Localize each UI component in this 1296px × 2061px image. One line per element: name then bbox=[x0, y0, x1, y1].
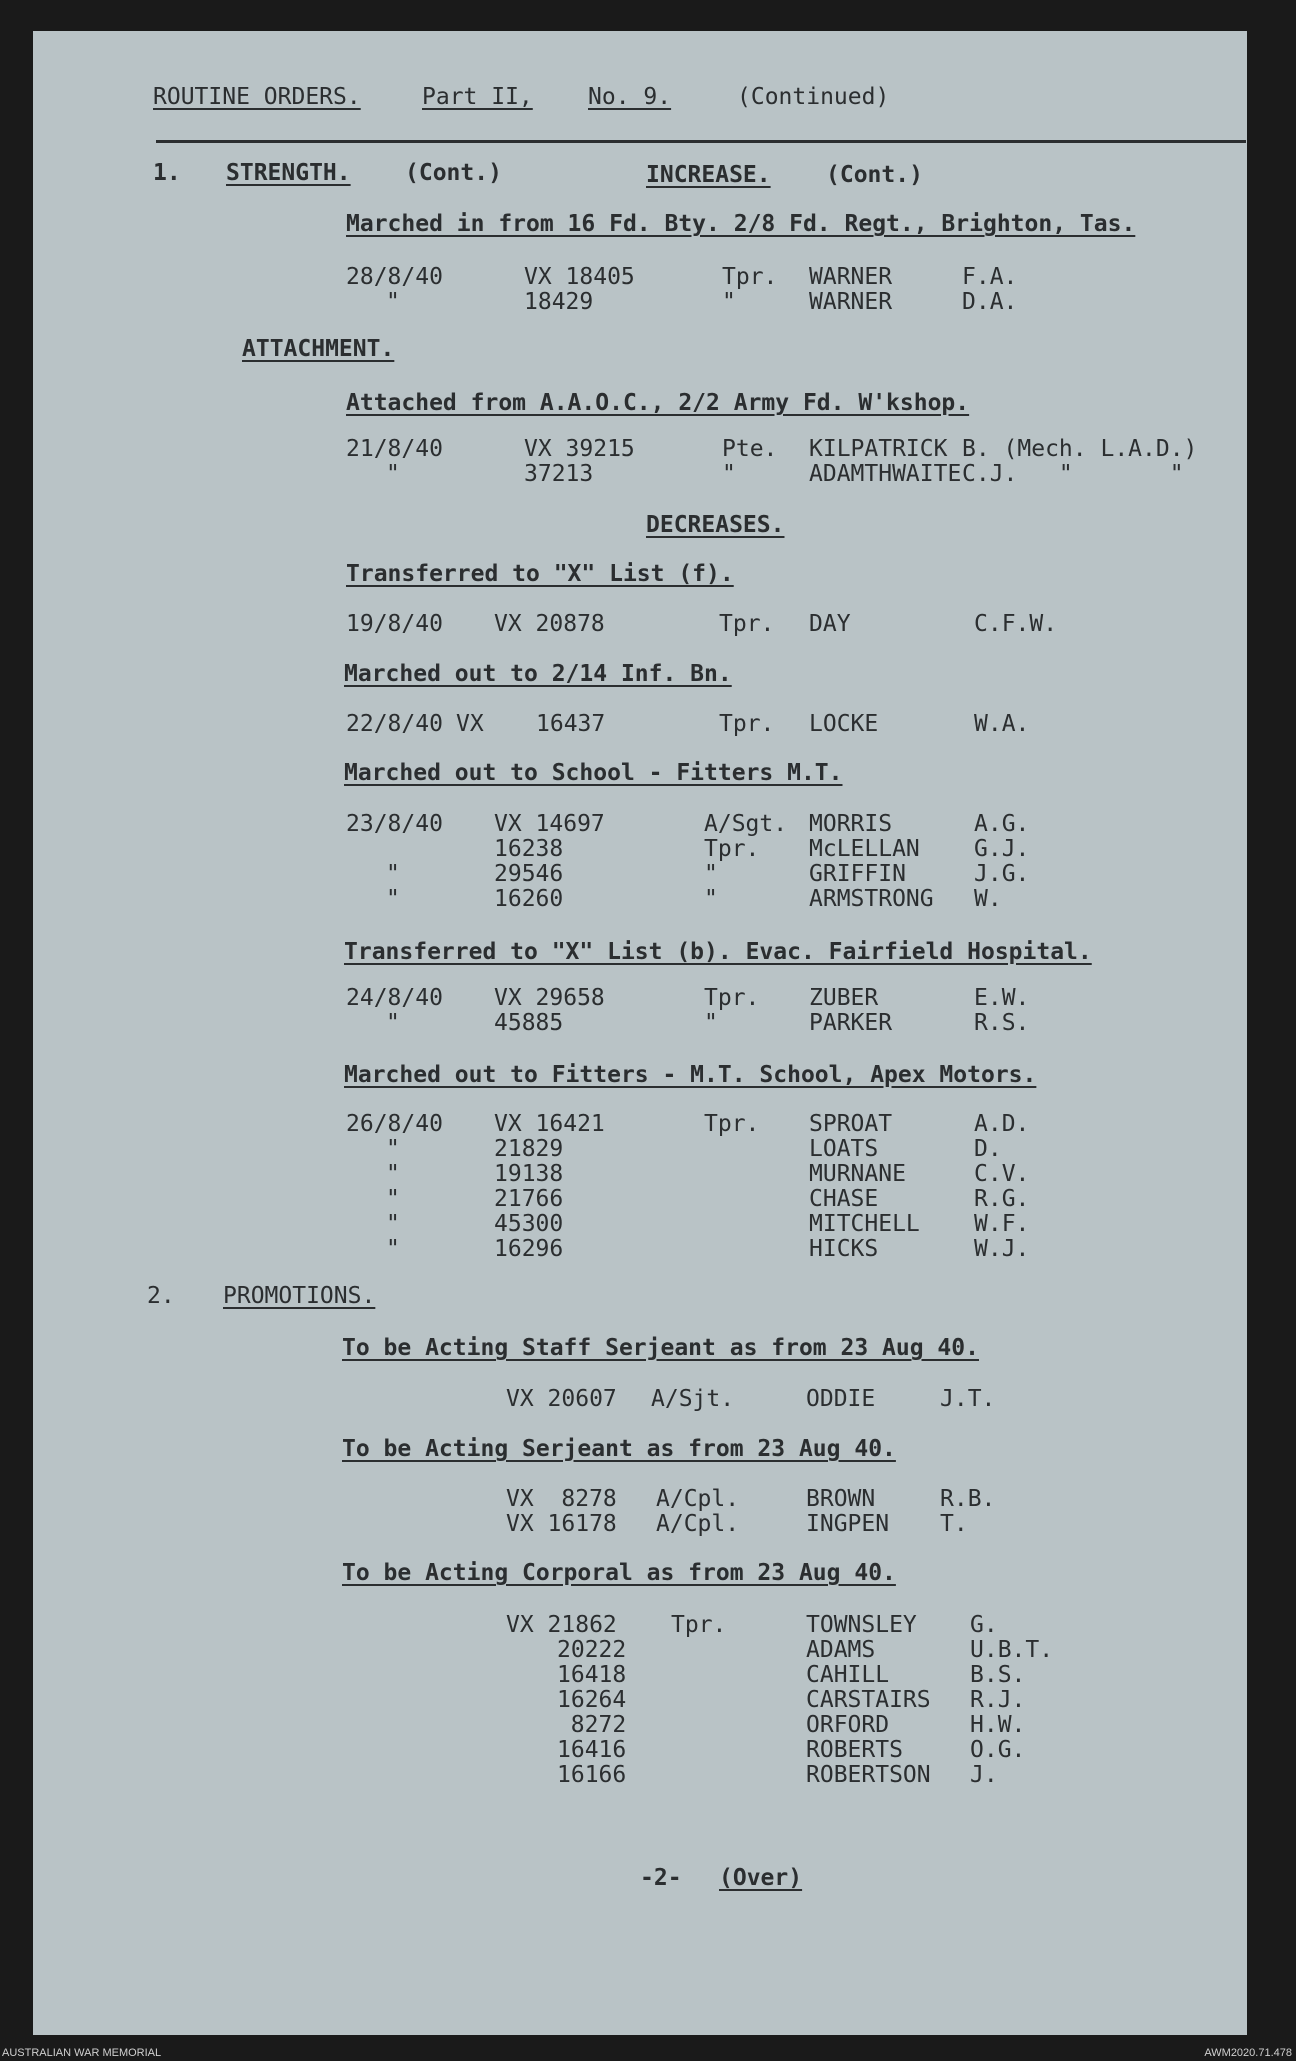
apex-row-cell: " bbox=[386, 1186, 400, 1212]
document-page bbox=[33, 31, 1247, 2035]
corporal-row-cell: 16166 bbox=[557, 1762, 627, 1788]
apex-row-cell: 16296 bbox=[494, 1236, 564, 1262]
apex-row-cell: 45300 bbox=[494, 1211, 564, 1237]
attached-row-cell: VX 39215 bbox=[524, 436, 635, 462]
marched-in-row-cell: Tpr. bbox=[722, 264, 778, 290]
serjeant-row-cell: INGPEN bbox=[806, 1511, 890, 1537]
apex-row-cell: VX 16421 bbox=[494, 1111, 605, 1137]
fitters-row-cell: 23/8/40 bbox=[346, 811, 443, 837]
attached-row-cell: Pte. bbox=[722, 436, 778, 462]
corporal-row-cell: ORFORD bbox=[806, 1712, 890, 1738]
attached-row-cell: C.J. " " bbox=[962, 461, 1184, 487]
fitters-row-cell: W. bbox=[974, 886, 1002, 912]
staff-serjeant-row-cell: A/Sjt. bbox=[651, 1386, 735, 1412]
apex-row-cell: W.F. bbox=[974, 1211, 1030, 1237]
attached-row-cell: 37213 bbox=[524, 461, 594, 487]
serjeant-row-cell: T. bbox=[940, 1511, 968, 1537]
fitters-row-cell: ARMSTRONG bbox=[809, 886, 934, 912]
fitters-row-cell: MORRIS bbox=[809, 811, 893, 837]
corporal-row-cell: 8272 bbox=[570, 1712, 627, 1738]
evac-row-cell: VX 29658 bbox=[494, 985, 605, 1011]
apex-row-cell: " bbox=[386, 1236, 400, 1262]
apex-row-cell: HICKS bbox=[809, 1236, 879, 1262]
attached-row-cell: " bbox=[722, 461, 736, 487]
fitters-row-cell: " bbox=[704, 886, 718, 912]
apex-row-cell: 21829 bbox=[494, 1136, 564, 1162]
corporal-row-cell: R.J. bbox=[970, 1687, 1026, 1713]
corporal-heading: To be Acting Corporal as from 23 Aug 40. bbox=[342, 1560, 896, 1586]
corporal-row-cell: 16264 bbox=[557, 1687, 627, 1713]
apex-row-cell: " bbox=[386, 1161, 400, 1187]
fitters-row-cell: 16260 bbox=[494, 886, 564, 912]
fitters-row-cell: J.G. bbox=[974, 861, 1030, 887]
marched-in-row-cell: 18429 bbox=[524, 289, 594, 315]
corporal-row-cell: H.W. bbox=[970, 1712, 1026, 1738]
corporal-row-cell: VX 21862 bbox=[506, 1612, 617, 1638]
fitters-row-cell: Tpr. bbox=[704, 836, 760, 862]
corporal-row-cell: J. bbox=[970, 1762, 998, 1788]
serjeant-row-cell: BROWN bbox=[806, 1486, 876, 1512]
fitters-row-cell: 16238 bbox=[494, 836, 564, 862]
transferred-row-cell: DAY bbox=[809, 611, 851, 637]
evac-row-cell: PARKER bbox=[809, 1010, 893, 1036]
fitters-row-cell: A.G. bbox=[974, 811, 1030, 837]
serjeant-row-cell: R.B. bbox=[940, 1486, 996, 1512]
corporal-row-cell: ROBERTSON bbox=[806, 1762, 931, 1788]
apex-row-cell: D. bbox=[974, 1136, 1002, 1162]
header-rule bbox=[156, 140, 1246, 143]
evac-row-cell: 45885 bbox=[494, 1010, 564, 1036]
corporal-row-cell: Tpr. bbox=[671, 1612, 727, 1638]
footer-archive-name: AUSTRALIAN WAR MEMORIAL bbox=[2, 2047, 162, 2059]
staff-serjeant-heading: To be Acting Staff Serjeant as from 23 Aug 40. bbox=[342, 1335, 979, 1361]
section-title-strength: STRENGTH. bbox=[226, 160, 351, 186]
corporal-row-cell: U.B.T. bbox=[970, 1637, 1054, 1663]
corporal-row-cell: G. bbox=[970, 1612, 998, 1638]
fitters-row-cell: " bbox=[704, 861, 718, 887]
staff-serjeant-row-cell: ODDIE bbox=[806, 1386, 876, 1412]
section-number: 1. bbox=[153, 160, 181, 186]
strength-cont: (Cont.) bbox=[405, 160, 502, 186]
apex-row-cell: W.J. bbox=[974, 1236, 1030, 1262]
marched-out-row-cell: VX bbox=[456, 711, 484, 737]
marched-in-row-cell: " bbox=[722, 289, 736, 315]
transferred-row-cell: 19/8/40 bbox=[346, 611, 443, 637]
marched-in-row-cell: D.A. bbox=[962, 289, 1018, 315]
serjeant-row-cell: VX 8278 bbox=[506, 1486, 617, 1512]
marched-in-row-cell: WARNER bbox=[809, 264, 893, 290]
section-number-2: 2. bbox=[147, 1283, 175, 1309]
corporal-row-cell: B.S. bbox=[970, 1662, 1026, 1688]
over-label: (Over) bbox=[719, 1865, 803, 1891]
transferred-row-cell: Tpr. bbox=[719, 611, 775, 637]
fitters-row-cell: A/Sgt. bbox=[704, 811, 788, 837]
marched-in-heading: Marched in from 16 Fd. Bty. 2/8 Fd. Regt., Brighton, Tas. bbox=[346, 211, 1136, 237]
attached-row-cell: " bbox=[386, 461, 400, 487]
marched-in-row-cell: VX 18405 bbox=[524, 264, 635, 290]
apex-row-cell: MURNANE bbox=[809, 1161, 906, 1187]
promotions-heading: PROMOTIONS. bbox=[223, 1283, 376, 1309]
marched-in-row-cell: WARNER bbox=[809, 289, 893, 315]
apex-row-cell: 19138 bbox=[494, 1161, 564, 1187]
attached-row-cell: 21/8/40 bbox=[346, 436, 443, 462]
attached-row-cell: ADAMTHWAITE bbox=[809, 461, 962, 487]
marched-out-row-cell: 22/8/40 bbox=[346, 711, 443, 737]
staff-serjeant-row-cell: J.T. bbox=[940, 1386, 996, 1412]
marched-out-inf-bn-heading: Marched out to 2/14 Inf. Bn. bbox=[344, 661, 732, 687]
corporal-row-cell: 20222 bbox=[557, 1637, 627, 1663]
increase-cont: (Cont.) bbox=[826, 162, 923, 188]
evac-row-cell: 24/8/40 bbox=[346, 985, 443, 1011]
evac-row-cell: " bbox=[704, 1010, 718, 1036]
attached-heading: Attached from A.A.O.C., 2/2 Army Fd. W'kshop. bbox=[346, 390, 970, 416]
transferred-row-cell: VX 20878 bbox=[494, 611, 605, 637]
corporal-row-cell: ROBERTS bbox=[806, 1737, 903, 1763]
corporal-row-cell: 16416 bbox=[557, 1737, 627, 1763]
transferred-x-list-b-heading: Transferred to "X" List (b). Evac. Fairfield Hospital. bbox=[344, 939, 1092, 965]
corporal-row-cell: CARSTAIRS bbox=[806, 1687, 931, 1713]
serjeant-row-cell: VX 16178 bbox=[506, 1511, 617, 1537]
fitters-row-cell: " bbox=[386, 861, 400, 887]
apex-row-cell: MITCHELL bbox=[809, 1211, 920, 1237]
transferred-x-list-f-heading: Transferred to "X" List (f). bbox=[346, 561, 734, 587]
apex-row-cell: R.G. bbox=[974, 1186, 1030, 1212]
apex-row-cell: " bbox=[386, 1136, 400, 1162]
apex-row-cell: LOATS bbox=[809, 1136, 879, 1162]
corporal-row-cell: ADAMS bbox=[806, 1637, 876, 1663]
apex-row-cell: C.V. bbox=[974, 1161, 1030, 1187]
apex-row-cell: 26/8/40 bbox=[346, 1111, 443, 1137]
corporal-row-cell: O.G. bbox=[970, 1737, 1026, 1763]
evac-row-cell: " bbox=[386, 1010, 400, 1036]
marched-out-apex-heading: Marched out to Fitters - M.T. School, Apex Motors. bbox=[344, 1062, 1037, 1088]
apex-row-cell: CHASE bbox=[809, 1186, 879, 1212]
marched-in-row-cell: 28/8/40 bbox=[346, 264, 443, 290]
apex-row-cell: A.D. bbox=[974, 1111, 1030, 1137]
evac-row-cell: E.W. bbox=[974, 985, 1030, 1011]
transferred-row-cell: C.F.W. bbox=[974, 611, 1058, 637]
staff-serjeant-row-cell: VX 20607 bbox=[506, 1386, 617, 1412]
fitters-row-cell: GRIFFIN bbox=[809, 861, 906, 887]
marched-out-school-heading: Marched out to School - Fitters M.T. bbox=[344, 760, 843, 786]
marched-in-row-cell: " bbox=[386, 289, 400, 315]
page-number: -2- bbox=[640, 1865, 682, 1891]
apex-row-cell: " bbox=[386, 1211, 400, 1237]
corporal-row-cell: TOWNSLEY bbox=[806, 1612, 917, 1638]
marched-in-row-cell: F.A. bbox=[962, 264, 1018, 290]
evac-row-cell: R.S. bbox=[974, 1010, 1030, 1036]
corporal-row-cell: CAHILL bbox=[806, 1662, 890, 1688]
increase-heading: INCREASE. bbox=[646, 162, 771, 188]
routine-orders-title: ROUTINE ORDERS. bbox=[153, 84, 361, 110]
evac-row-cell: Tpr. bbox=[704, 985, 760, 1011]
apex-row-cell: Tpr. bbox=[704, 1111, 760, 1137]
footer-accession-number: AWM2020.71.478 bbox=[1204, 2047, 1292, 2059]
fitters-row-cell: G.J. bbox=[974, 836, 1030, 862]
attached-row-cell: B. (Mech. L.A.D.) bbox=[962, 436, 1198, 462]
fitters-row-cell: McLELLAN bbox=[809, 836, 920, 862]
fitters-row-cell: 29546 bbox=[494, 861, 564, 887]
order-number: No. 9. bbox=[588, 84, 672, 110]
apex-row-cell: 21766 bbox=[494, 1186, 564, 1212]
decreases-heading: DECREASES. bbox=[646, 512, 785, 538]
evac-row-cell: ZUBER bbox=[809, 985, 879, 1011]
continued-label: (Continued) bbox=[737, 84, 890, 110]
marched-out-row-cell: W.A. bbox=[974, 711, 1030, 737]
marched-out-row-cell: 16437 bbox=[536, 711, 606, 737]
marched-out-row-cell: Tpr. bbox=[719, 711, 775, 737]
serjeant-row-cell: A/Cpl. bbox=[656, 1486, 740, 1512]
fitters-row-cell: " bbox=[386, 886, 400, 912]
fitters-row-cell: VX 14697 bbox=[494, 811, 605, 837]
corporal-row-cell: 16418 bbox=[557, 1662, 627, 1688]
marched-out-row-cell: LOCKE bbox=[809, 711, 879, 737]
apex-row-cell: SPROAT bbox=[809, 1111, 893, 1137]
serjeant-heading: To be Acting Serjeant as from 23 Aug 40. bbox=[342, 1436, 896, 1462]
part-label: Part II, bbox=[422, 84, 533, 110]
serjeant-row-cell: A/Cpl. bbox=[656, 1511, 740, 1537]
attachment-heading: ATTACHMENT. bbox=[242, 336, 395, 362]
attached-row-cell: KILPATRICK bbox=[809, 436, 948, 462]
